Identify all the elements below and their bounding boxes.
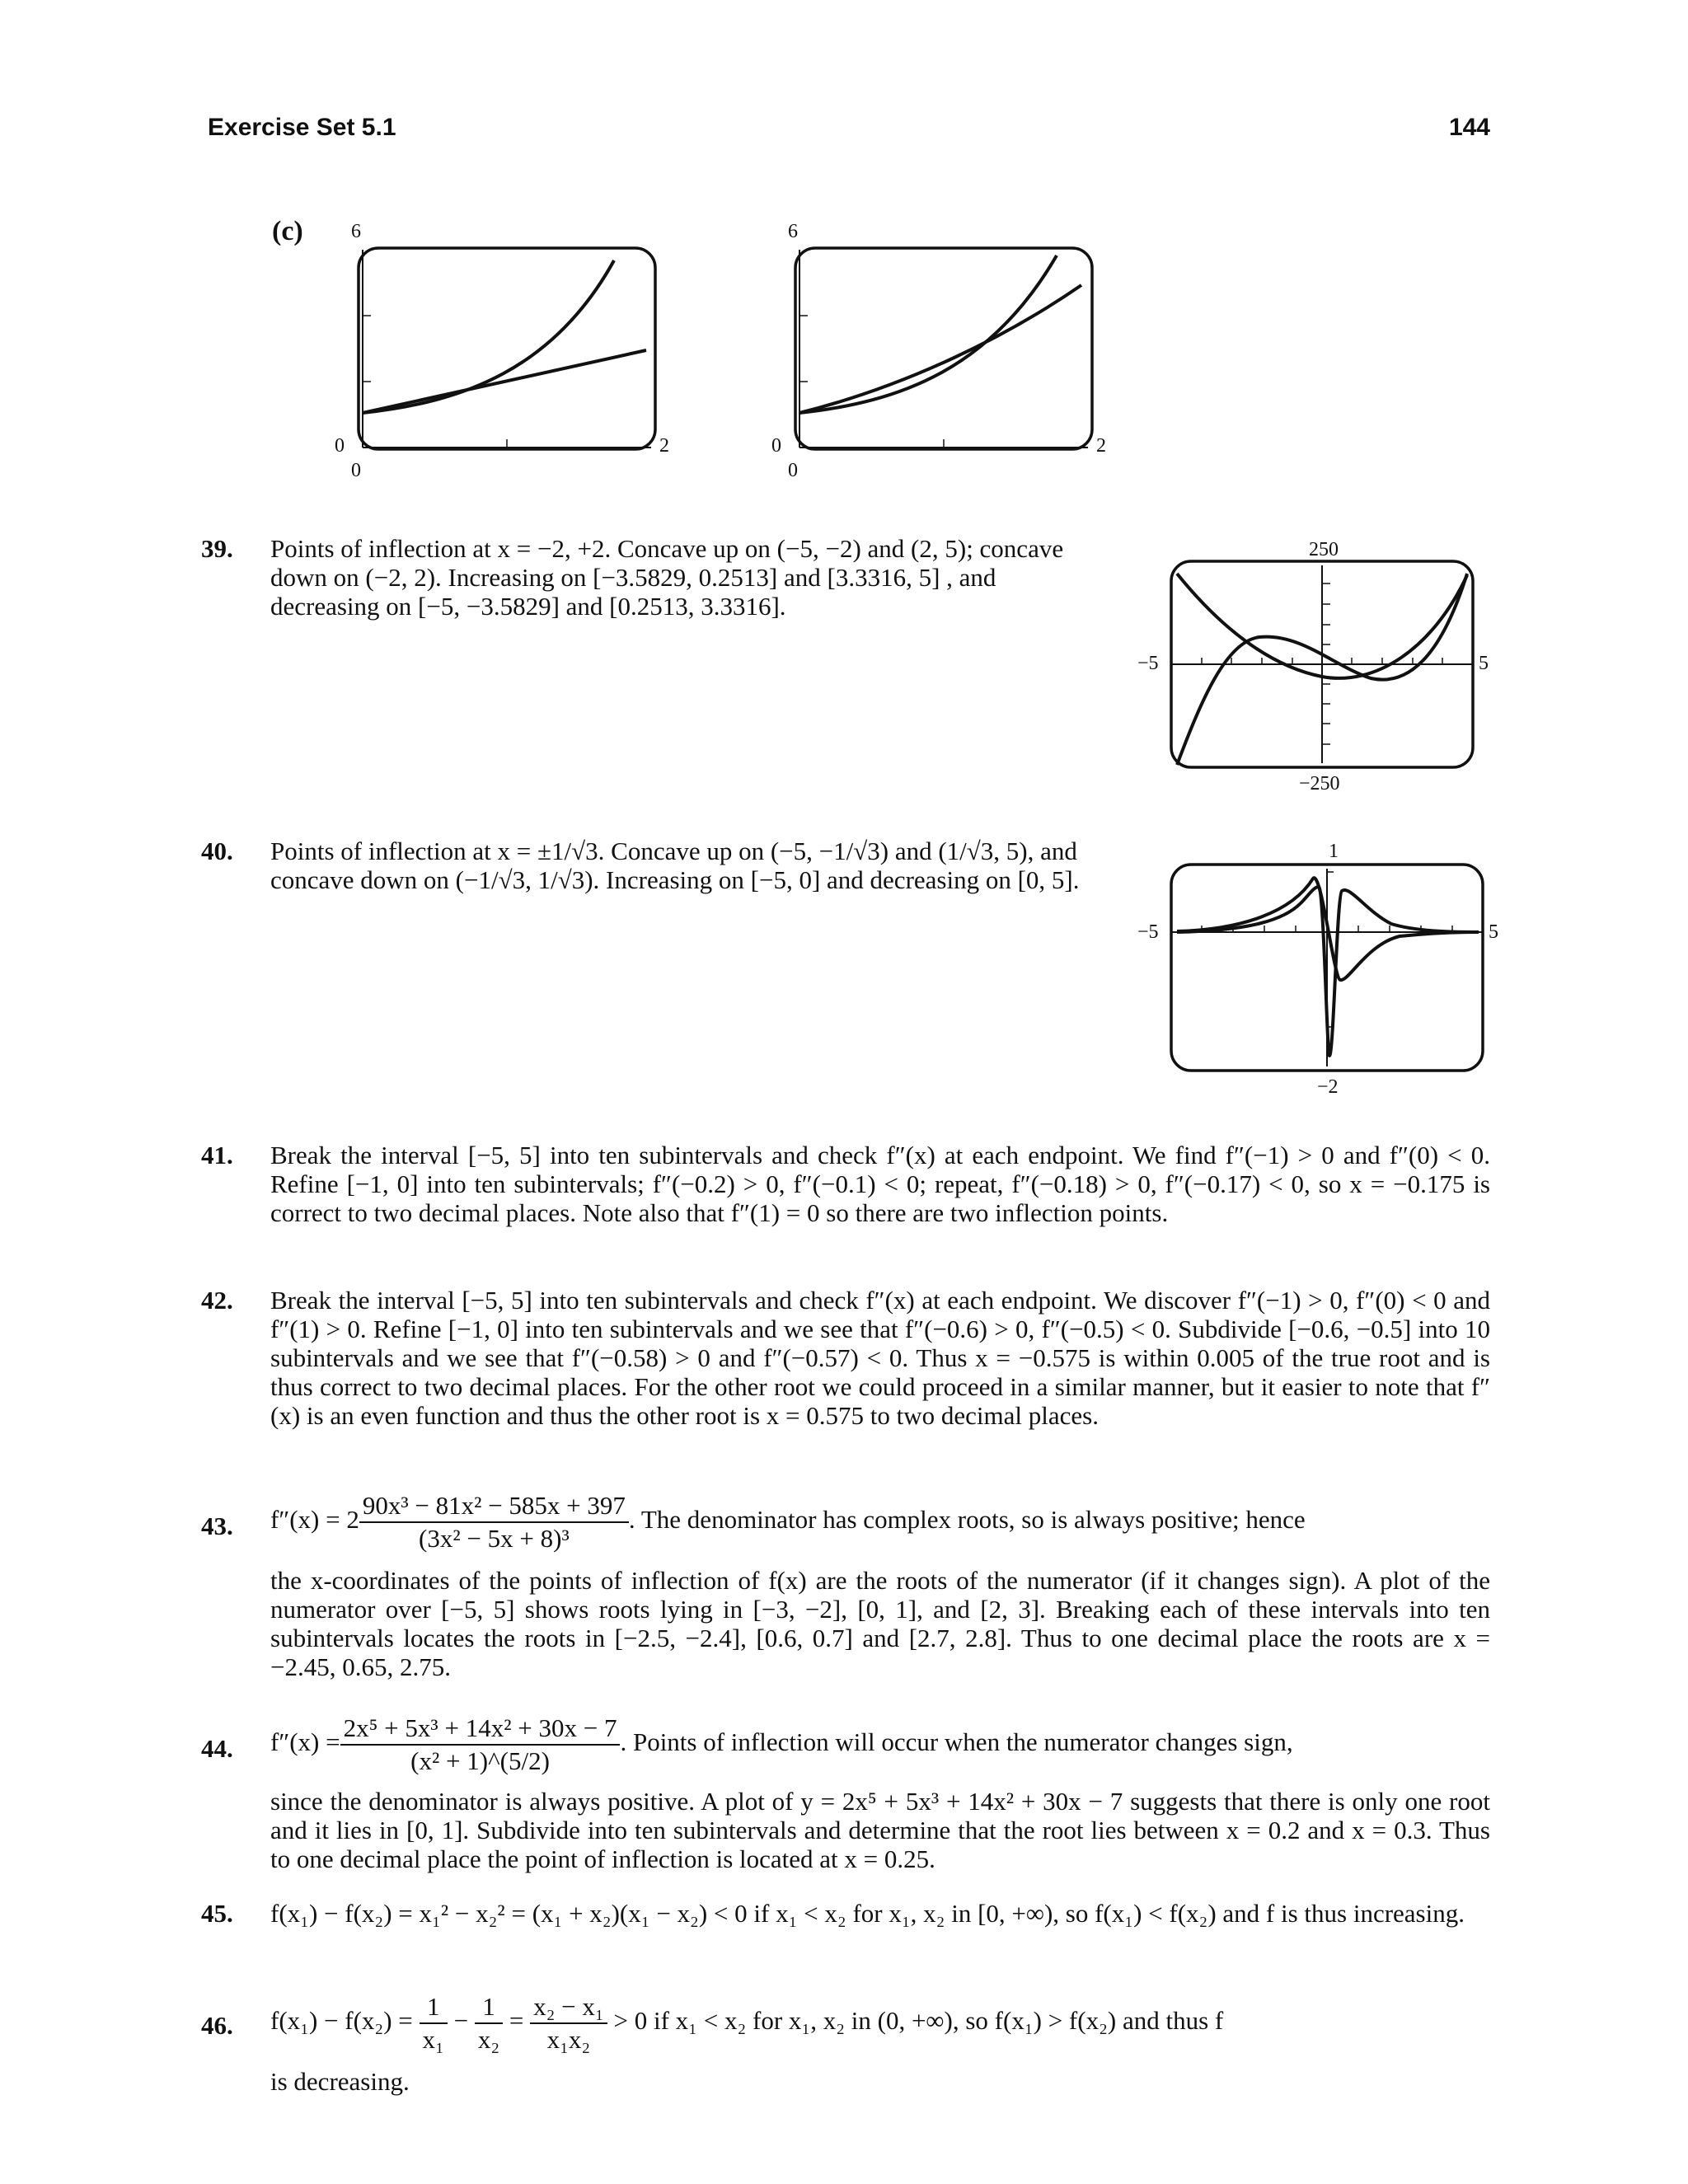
exercise-43-fraction <box>359 1490 629 1554</box>
exercise-46-frac1-den: x₁ <box>422 2025 444 2054</box>
exercise-39-text: Points of inflection at x = −2, +2. Concave up on (−5, −2) and (2, 5); concave down on (−2, 2). Increasing on [−3.5829, 0.2513] and [3.3316, 5] , and decreasing on [−5, −3.5829] and [0.2513, 3.3316]. <box>270 534 1064 621</box>
exercise-46-formula <box>270 1991 1490 2055</box>
exercise-44-numerator: 2x⁵ + 5x³ + 14x² + 30x − 7 <box>340 1713 621 1746</box>
part-c-label: (c) <box>272 216 303 246</box>
exercise-39-number: 39. <box>201 534 233 563</box>
plot-c2-x-right: 2 <box>1096 435 1106 457</box>
plot-39-x-right: 5 <box>1479 653 1489 674</box>
plot-c1-x-left: 0 <box>335 435 345 457</box>
plot-40-y-bottom: −2 <box>1317 1076 1339 1098</box>
plot-c1-y-top: 6 <box>351 221 361 242</box>
exercise-44-number: 44. <box>201 1734 233 1763</box>
plot-c2 <box>793 246 1095 452</box>
exercise-45-text: f(x₁) − f(x₂) = x₁² − x₂² = (x₁ + x₂)(x₁ − x₂) < 0 if x₁ < x₂ for x₁, x₂ in [0, +∞), so f(x₁) < f(x₂) and f is thus increasing. <box>270 1899 1465 1928</box>
exercise-46-fraction-1 <box>420 1991 448 2055</box>
exercise-40-text: Points of inflection at x = ±1/√3. Concave up on (−5, −1/√3) and (1/√3, 5), and concave down on (−1/√3, 1/√3). Increasing on [−5, 0] and decreasing on [0, 5]. <box>270 837 1080 894</box>
exercise-46-frac1-num: 1 <box>420 1991 448 2024</box>
plot-c2-curve <box>799 255 1057 413</box>
exercise-46-after: > 0 if x₁ < x₂ for x₁, x₂ in (0, +∞), so f(x₁) > f(x₂) and thus f <box>613 2006 1224 2036</box>
plot-c2-x-left: 0 <box>771 435 781 457</box>
exercise-42-number: 42. <box>201 1286 233 1315</box>
exercise-44-denominator: (x² + 1)^(5/2) <box>410 1746 550 1775</box>
exercise-46-lhs: f(x₁) − f(x₂) = <box>270 2006 413 2036</box>
exercise-46-fraction-2 <box>475 1991 503 2055</box>
plot-c1-x-right: 2 <box>659 435 669 457</box>
running-header-title: Exercise Set 5.1 <box>208 114 396 141</box>
exercise-46-frac3-num: x₂ − x₁ <box>530 1991 607 2024</box>
plot-c2-frame <box>795 248 1092 449</box>
exercise-46-fraction-3 <box>530 1991 607 2055</box>
plot-40 <box>1169 862 1485 1073</box>
plot-40-y-top: 1 <box>1329 841 1339 862</box>
exercise-45-number: 45. <box>201 1899 233 1928</box>
plot-c2-y-top: 6 <box>788 221 798 242</box>
exercise-44-lhs: f″(x) = <box>270 1727 340 1757</box>
exercise-42-text: Break the interval [−5, 5] into ten subintervals and check f″(x) at each endpoint. We discover f″(−1) > 0, f″(0) < 0 and f″(1) > 0. Refine [−1, 0] into ten subintervals and we see that f″(−0.6) > 0, f″(−0.5) < 0. Subdivide [−0.6, −0.5] into 10 subintervals and we see that f″(−0.58) > 0 and f″(−0.57) < 0. Thus x = −0.575 is within 0.005 of the true root and is thus correct to two decimal places. For the other root we could proceed in a similar manner, but it easier to note that f″(x) is an even function and thus the other root is x = 0.575 to two decimal places. <box>270 1286 1490 1430</box>
exercise-44-text: since the denominator is always positive. A plot of y = 2x⁵ + 5x³ + 14x² + 30x − 7 suggests that there is only one root and it lies in [0, 1]. Subdivide into ten subintervals and determine that the root lies between x = 0.2 and x = 0.3. Thus to one decimal place the point of inflection is located at x = 0.25. <box>270 1787 1490 1873</box>
exercise-41-number: 41. <box>201 1141 233 1169</box>
exercise-43-numerator: 90x³ − 81x² − 585x + 397 <box>359 1490 629 1523</box>
exercise-44-fraction <box>340 1713 621 1777</box>
plot-c2-y-bottom: 0 <box>788 460 798 481</box>
exercise-46-frac3-den: x₁x₂ <box>546 2025 591 2054</box>
plot-40-x-left: −5 <box>1137 921 1159 943</box>
plot-c1-tangent-line <box>363 350 646 413</box>
plot-39 <box>1169 559 1475 770</box>
plot-c1-frame <box>359 248 655 449</box>
exercise-46-minus: − <box>453 2006 469 2036</box>
page-number: 144 <box>1448 114 1490 141</box>
exercise-44-formula <box>270 1713 1490 1777</box>
exercise-40-number: 40. <box>201 837 233 865</box>
plot-c1-y-bottom: 0 <box>351 460 361 481</box>
plot-c2-approx-curve <box>799 285 1081 413</box>
plot-c1 <box>356 246 658 452</box>
plot-39-x-left: −5 <box>1137 653 1159 674</box>
plot-39-y-bottom: −250 <box>1299 773 1340 794</box>
plot-c1-curve <box>363 260 614 413</box>
exercise-46-equals: = <box>509 2006 524 2036</box>
exercise-43-denominator: (3x² − 5x + 8)³ <box>419 1524 570 1553</box>
exercise-46-frac2-den: x₂ <box>477 2025 500 2054</box>
plot-40-x-right: 5 <box>1489 921 1498 943</box>
exercise-43-text: the x-coordinates of the points of inflection of f(x) are the roots of the numerator (if it changes sign). A plot of the numerator over [−5, 5] shows roots lying in [−3, −2], [0, 1], and [2, 3]. Breaking each of these intervals into ten subintervals locates the roots in [−2.5, −2.4], [0.6, 0.7] and [2.7, 2.8]. Thus to one decimal place the roots are x = −2.45, 0.65, 2.75. <box>270 1566 1490 1681</box>
exercise-41-text: Break the interval [−5, 5] into ten subintervals and check f″(x) at each endpoint. We find f″(−1) > 0 and f″(0) < 0. Refine [−1, 0] into ten subintervals; f″(−0.2) > 0, f″(−0.1) < 0; repeat, f″(−0.18) > 0, f″(−0.17) < 0, so x = −0.175 is correct to two decimal places. Note also that f″(1) = 0 so there are two inflection points. <box>270 1141 1490 1227</box>
exercise-46-text: is decreasing. <box>270 2067 410 2096</box>
exercise-43-after: . The denominator has complex roots, so is always positive; hence <box>628 1505 1306 1535</box>
exercise-43-formula <box>270 1490 1490 1554</box>
exercise-43-number: 43. <box>201 1511 233 1540</box>
exercise-43-lhs: f″(x) = 2 <box>270 1505 359 1535</box>
exercise-46-frac2-num: 1 <box>475 1991 503 2024</box>
exercise-44-after: . Points of inflection will occur when the numerator changes sign, <box>620 1727 1293 1757</box>
plot-39-y-top: 250 <box>1309 539 1339 560</box>
exercise-46-number: 46. <box>201 2011 233 2040</box>
